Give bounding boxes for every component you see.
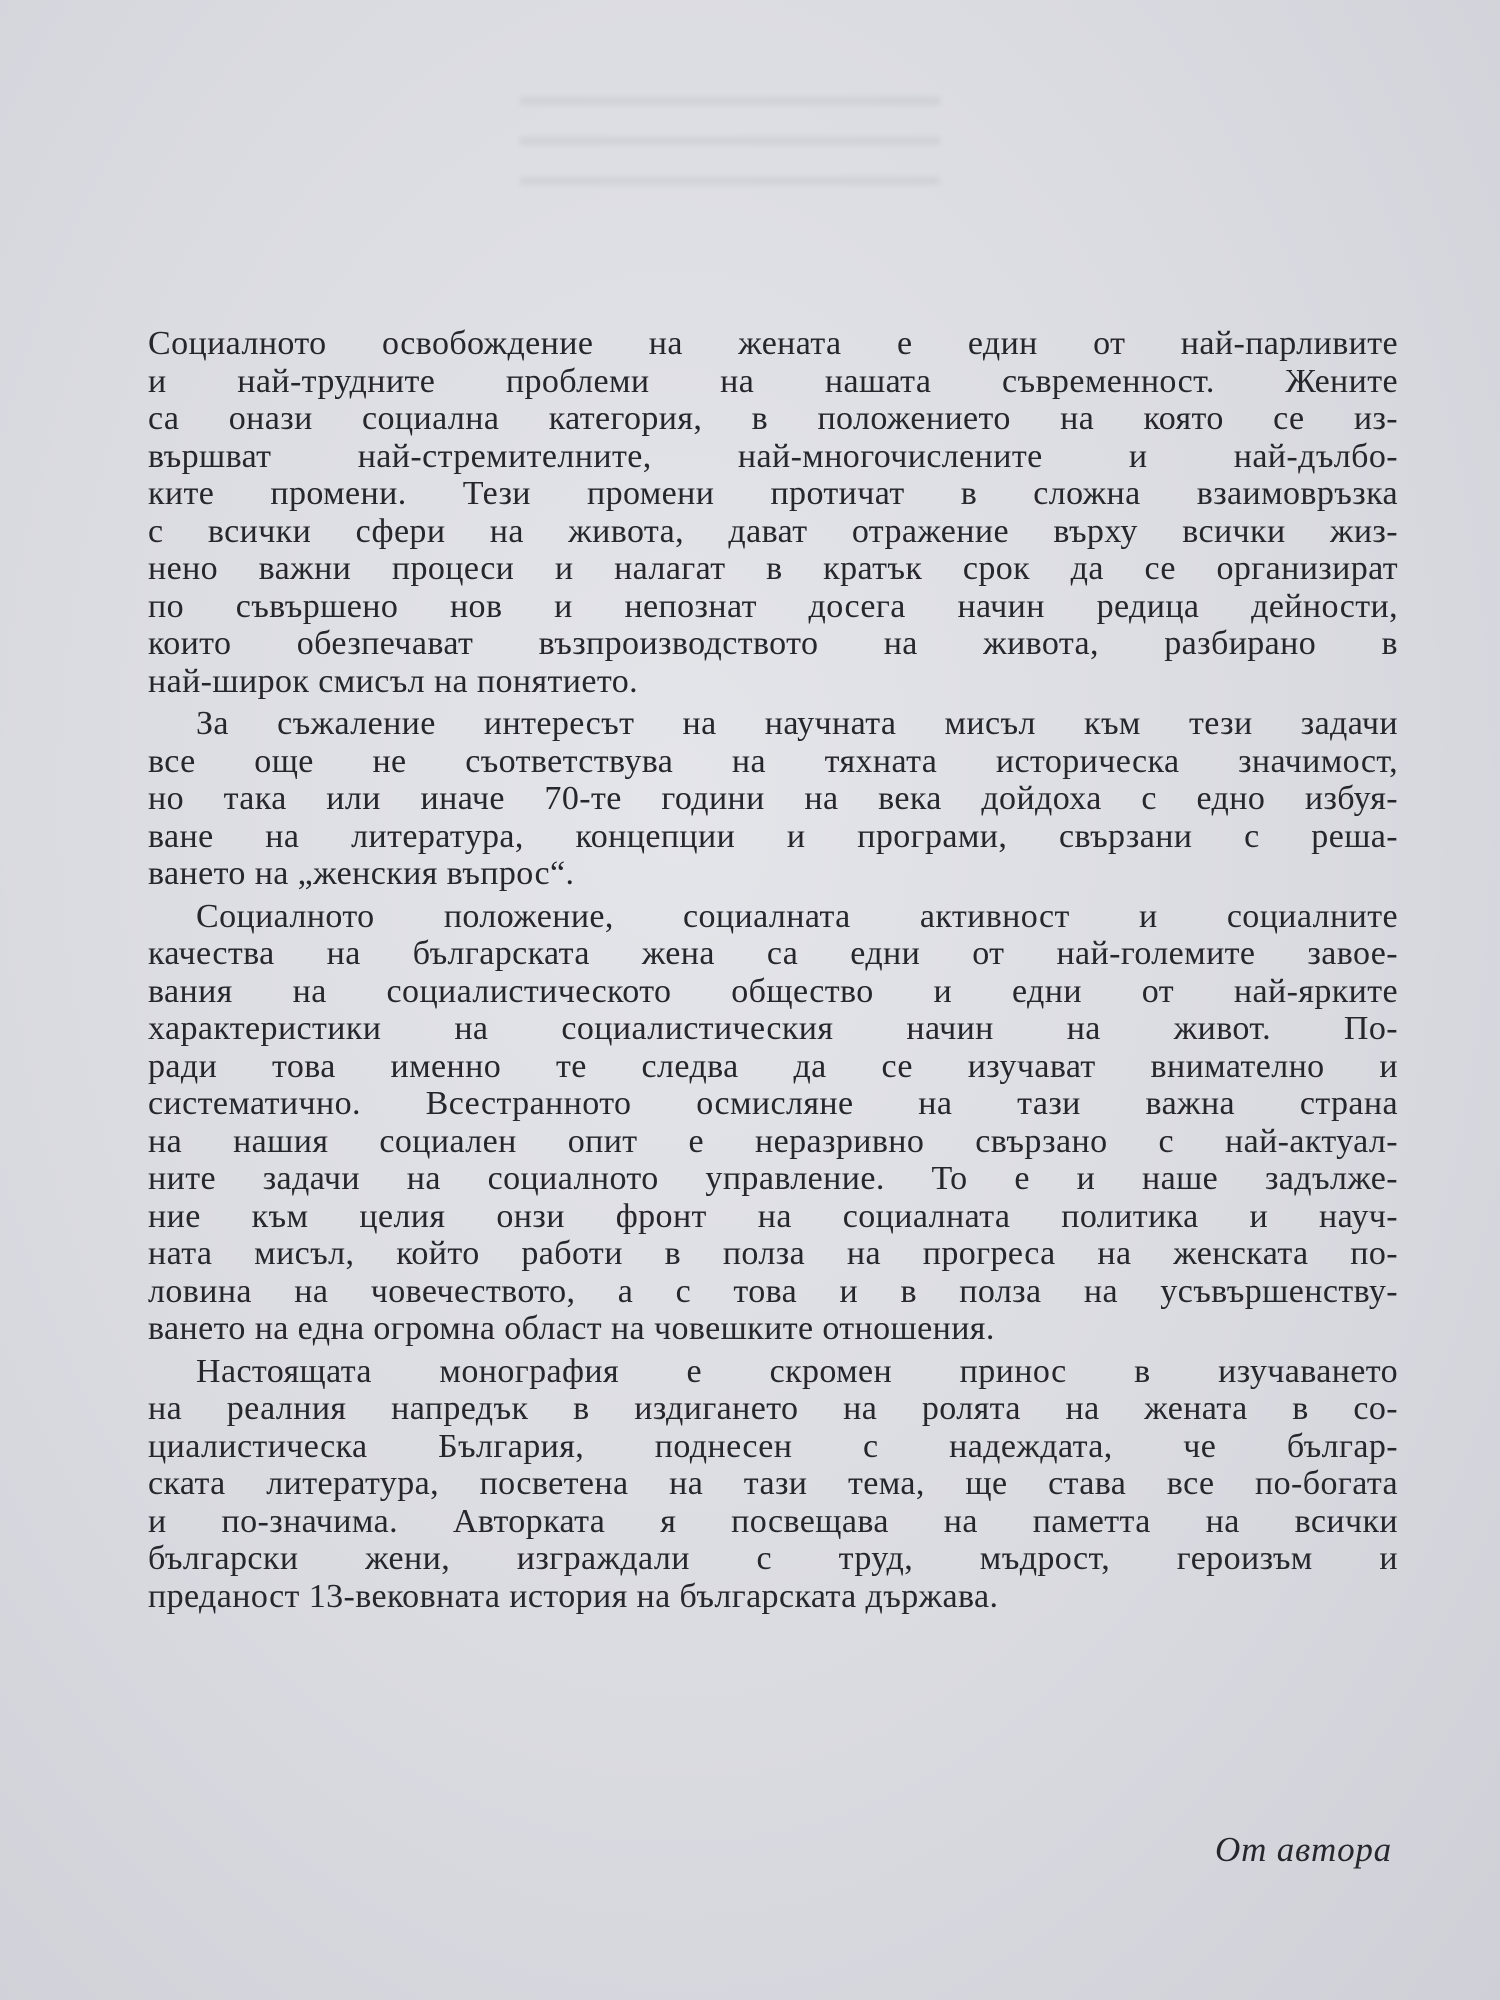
text-line: най-широк смисъл на понятието.: [148, 662, 639, 700]
text-line: на реалния напредък в издигането на ролята на жената в со-: [148, 1390, 1398, 1427]
text-line: Социалното освобождение на жената е един от най-парливите: [148, 325, 1398, 362]
paragraph: [148, 898, 1398, 1348]
text-line: Настоящата монография е скромен принос в изучаването: [196, 1352, 1398, 1390]
text-line: ване на литература, концепции и програми, свързани с реша-: [148, 817, 1398, 855]
text-line: нено важни процеси и налагат в кратък срок да се организират: [148, 550, 1398, 587]
text-line: преданост 13-вековната история на българската държава.: [148, 1577, 999, 1615]
text-line: по съвършено нов и непознат досега начин редица дейности,: [148, 587, 1398, 625]
text-line: и най-трудните проблеми на нашата съвременност. Жените: [148, 362, 1398, 400]
text-line: характеристики на социалистическия начин на живот. По-: [148, 1010, 1398, 1047]
text-line: ните задачи на социалното управление. То е и наше задълже-: [148, 1160, 1398, 1197]
text-line: български жени, изграждали с труд, мъдрост, героизъм и: [148, 1540, 1398, 1577]
text-line: ние към целия онзи фронт на социалната политика и науч-: [148, 1197, 1398, 1235]
text-line: качества на българската жена са едни от най-големите завое-: [148, 935, 1398, 972]
text-line: които обезпечават възпроизводството на живота, разбирано в: [148, 625, 1398, 662]
text-line: ската литература, посветена на тази тема, ще става все по-богата: [148, 1465, 1398, 1502]
paragraph: [148, 705, 1398, 893]
paragraph: [148, 325, 1398, 700]
text-line: все още не съответствува на тяхната историческа значимост,: [148, 742, 1398, 780]
text-line: с всички сфери на живота, дават отражение върху всички жиз-: [148, 512, 1398, 550]
text-line: са онази социална категория, в положението на която се из-: [148, 400, 1398, 437]
text-line: вършват най-стремителните, най-многочислените и най-дълбо-: [148, 437, 1398, 475]
text-line: циалистическа България, поднесен с надеждата, че българ-: [148, 1427, 1398, 1465]
text-line: вания на социалистическото общество и едни от най-ярките: [148, 972, 1398, 1010]
text-line: Социалното положение, социалната активност и социалните: [196, 897, 1398, 935]
preface-text: [148, 325, 1398, 1620]
text-line: но така или иначе 70-те години на века дойдоха с едно избуя-: [148, 780, 1398, 817]
text-line: систематично. Всестранното осмисляне на тази важна страна: [148, 1085, 1398, 1122]
text-line: на нашия социален опит е неразривно свързано с най-актуал-: [148, 1122, 1398, 1160]
text-line: ването на „женския въпрос“.: [148, 855, 575, 892]
paragraph: [148, 1353, 1398, 1616]
text-line: ловина на човечеството, а с това и в полза на усъвършенству-: [148, 1272, 1398, 1310]
text-line: и по-значима. Авторката я посвещава на паметта на всички: [148, 1502, 1398, 1540]
text-line: ради това именно те следва да се изучават внимателно и: [148, 1047, 1398, 1085]
text-line: ването на една огромна област на човешките отношения.: [148, 1310, 995, 1347]
text-line: За съжаление интересът на научната мисъл към тези задачи: [196, 705, 1398, 742]
show-through-text: [520, 95, 940, 185]
author-signature: От автора: [1215, 1830, 1392, 1869]
text-line: ната мисъл, който работи в полза на прогреса на женската по-: [148, 1235, 1398, 1272]
text-line: ките промени. Тези промени протичат в сложна взаимовръзка: [148, 475, 1398, 512]
